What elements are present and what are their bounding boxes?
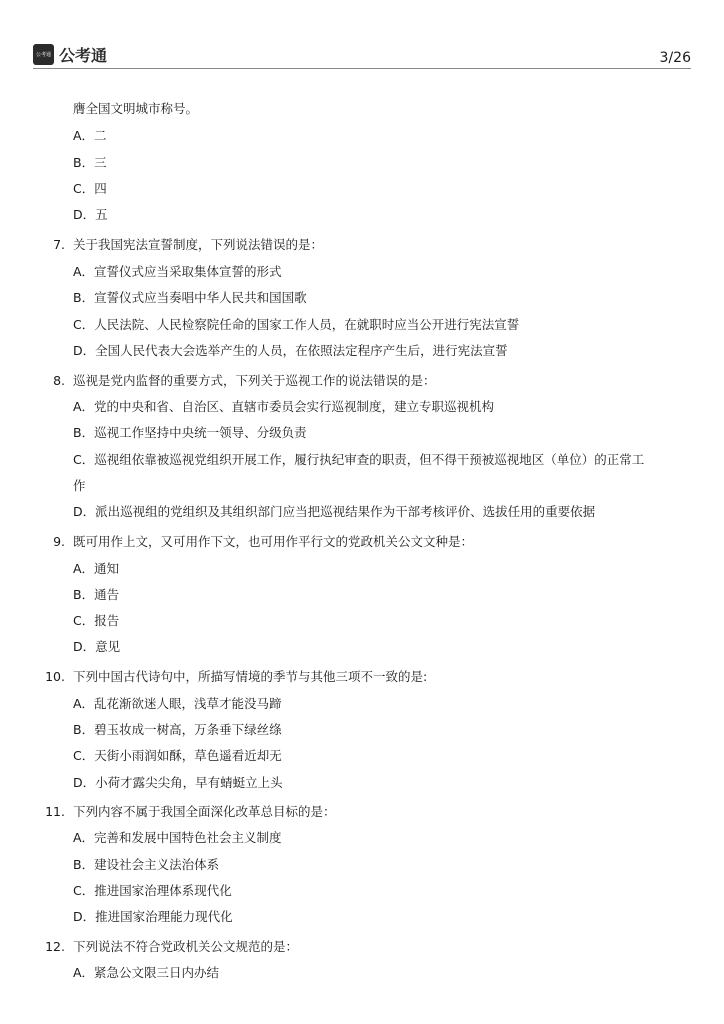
option: B．宣誓仪式应当奏唱中华人民共和国国歌 xyxy=(73,290,307,305)
option: A．完善和发展中国特色社会主义制度 xyxy=(73,830,282,845)
question-stem: 既可用作上文，又可用作下文，也可用作平行文的党政机关公文文种是： xyxy=(73,534,474,549)
option: A．紧急公文限三日内办结 xyxy=(73,965,220,980)
option: B．三 xyxy=(73,155,107,170)
logo-text: 公考通 xyxy=(59,45,108,65)
question-number: 12. xyxy=(45,939,65,954)
option: D．全国人民代表大会选举产生的人员，在依照法定程序产生后，进行宪法宣誓 xyxy=(73,343,508,358)
option-continuation: 作 xyxy=(73,478,86,493)
option: D．小荷才露尖尖角，早有蜻蜓立上头 xyxy=(73,775,283,790)
question-stem: 下列说法不符合党政机关公文规范的是： xyxy=(73,939,299,954)
option: A．乱花渐欲迷人眼，浅草才能没马蹄 xyxy=(73,696,282,711)
option: B．巡视工作坚持中央统一领导、分级负责 xyxy=(73,425,307,440)
continuation-text: 膺全国文明城市称号。 xyxy=(73,101,199,116)
question-stem: 下列内容不属于我国全面深化改革总目标的是： xyxy=(73,804,336,819)
logo xyxy=(33,43,107,65)
question-number: 11. xyxy=(45,804,65,819)
option: C．推进国家治理体系现代化 xyxy=(73,883,232,898)
option: D．意见 xyxy=(73,639,121,654)
option: B．碧玉妆成一树高，万条垂下绿丝绦 xyxy=(73,722,282,737)
option: C．四 xyxy=(73,181,107,196)
question-number: 10. xyxy=(45,669,65,684)
question-stem: 巡视是党内监督的重要方式，下列关于巡视工作的说法错误的是： xyxy=(73,373,436,388)
question-number: 8. xyxy=(53,373,65,388)
option: A．宣誓仪式应当采取集体宣誓的形式 xyxy=(73,264,282,279)
option: A．通知 xyxy=(73,561,120,576)
option: C．报告 xyxy=(73,613,120,628)
option: C．天街小雨润如酥，草色遥看近却无 xyxy=(73,748,282,763)
option: C．巡视组依靠被巡视党组织开展工作，履行执纪审查的职责，但不得干预被巡视地区（单位）的正常工 xyxy=(73,452,645,467)
option: B．建设社会主义法治体系 xyxy=(73,857,220,872)
question-stem: 下列中国古代诗句中，所描写情境的季节与其他三项不一致的是: xyxy=(73,669,428,684)
page-header xyxy=(33,40,691,69)
option: B．通告 xyxy=(73,587,120,602)
option: D．派出巡视组的党组织及其组织部门应当把巡视结果作为干部考核评价、选拔任用的重要依据 xyxy=(73,504,596,519)
question-number: 9. xyxy=(53,534,65,549)
option: D．五 xyxy=(73,207,108,222)
logo-badge: 公考通 xyxy=(33,44,54,65)
question-number: 7. xyxy=(53,237,65,252)
option: A．二 xyxy=(73,128,107,143)
page-number: 3/26 xyxy=(659,50,691,66)
question-stem: 关于我国宪法宣誓制度，下列说法错误的是： xyxy=(73,237,324,252)
option: C．人民法院、人民检察院任命的国家工作人员，在就职时应当公开进行宪法宣誓 xyxy=(73,317,520,332)
option: A．党的中央和省、自治区、直辖市委员会实行巡视制度，建立专职巡视机构 xyxy=(73,399,495,414)
option: D．推进国家治理能力现代化 xyxy=(73,909,233,924)
